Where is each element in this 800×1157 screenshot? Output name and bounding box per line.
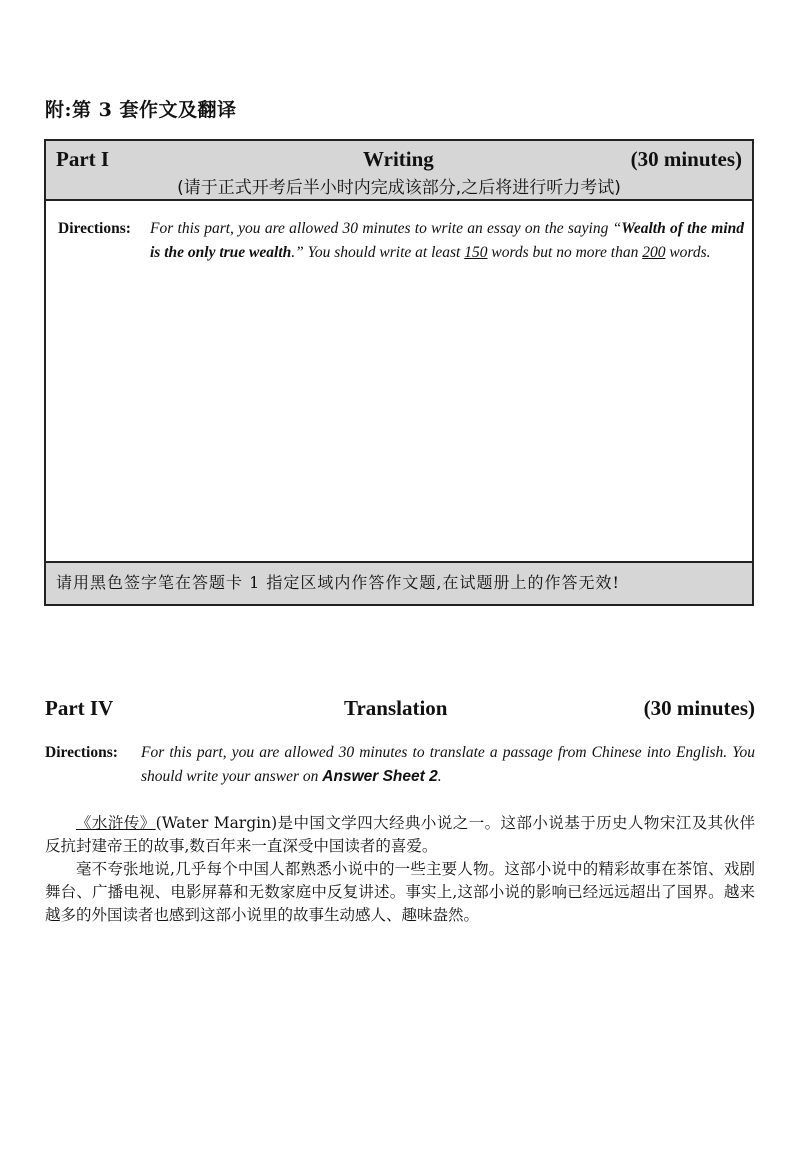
page-header: 附:第 3 套作文及翻译 [45,99,237,121]
part4-header [45,696,755,726]
part1-writing-section [44,139,754,606]
part1-note: (请于正式开考后半小时内完成该部分,之后将进行听力考试) [177,178,621,198]
part1-label: Part I [56,147,110,171]
part1-title: Writing [363,147,434,171]
part1-time-limit: (30 minutes) [630,147,742,171]
part4-time-limit: (30 minutes) [643,696,755,720]
part4-directions [45,741,755,789]
directions-text-segment: For this part, you are allowed 30 minutes to translate a passage from Chinese into English. You should write your answer on [141,744,755,785]
translation-passage [45,812,755,927]
directions-label: Directions: [45,744,118,761]
essay-quote: Wealth of the mind is the only true wealth [150,220,744,261]
part1-header [46,141,752,201]
passage-paragraph-2: 毫不夸张地说,几乎每个中国人都熟悉小说中的一些主要人物。这部小说中的精彩故事在茶馆、戏剧舞台、广播电视、电影屏幕和无数家庭中反复讲述。事实上,这部小说的影响已经远远超出了国界。越来越多的外国读者也感到这部小说里的故事生动感人、趣味盎然。 [45,860,755,924]
part4-label: Part IV [45,696,114,720]
book-title: 《水浒传》 [76,814,156,832]
part1-directions [58,217,744,265]
directions-label: Directions: [58,220,131,237]
part1-directions-text [150,217,744,265]
max-word-count: 200 [642,244,666,261]
passage-text: (Water Margin)是中国文学四大经典小说之一。这部小说基于历史人物宋江及其伙伴反抗封建帝王的故事,数百年来一直深受中国读者的喜爱。 [45,814,755,855]
part4-title: Translation [344,696,448,720]
part1-footer-notice: 请用黑色签字笔在答题卡 1 指定区域内作答作文题,在试题册上的作答无效! [46,561,752,604]
directions-text-segment: .” You should write at least [291,244,465,261]
directions-text-segment: . [437,768,442,785]
directions-text-segment: words. [665,244,711,261]
answer-sheet-reference: Answer Sheet 2 [322,768,438,785]
passage-paragraph-1 [45,812,755,858]
directions-text-segment: For this part, you are allowed 30 minutes to write an essay on the saying “ [150,220,622,237]
min-word-count: 150 [464,244,488,261]
directions-text-segment: words but no more than [487,244,643,261]
part4-directions-text [141,741,755,789]
